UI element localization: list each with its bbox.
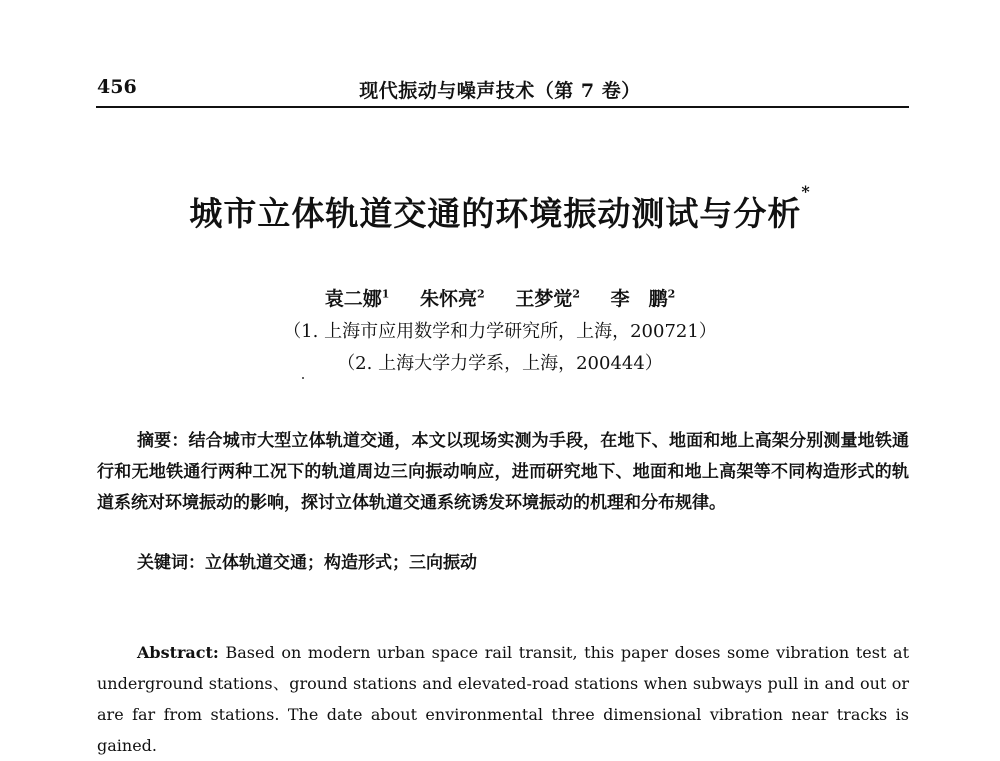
author: 王梦觉$^2$ (515, 287, 580, 310)
abstract-english (97, 637, 909, 761)
abstract-en-text: Based on modern urban space rail transit, this paper doses some vibration test at underground stations、ground stations and elevated-road stations when subways pull in and out or are far from stations. The date about environmental three dimensional vibration near tracks is gained. (97, 643, 910, 755)
keywords-label: 关键词： (137, 553, 205, 573)
affiliation-2: （2. 上海大学力学系，上海，200444） (337, 353, 663, 374)
article-title (0, 182, 1000, 235)
abstract-chinese (97, 426, 909, 519)
author: 朱怀亮$^2$ (420, 287, 485, 310)
keywords-text: 立体轨道交通；构造形式；三向振动 (205, 553, 477, 573)
affiliation-1: （1. 上海市应用数学和力学研究所，上海，200721） (283, 321, 717, 342)
scan-dot (302, 377, 304, 379)
header-rule (96, 106, 909, 108)
author-list (0, 284, 1000, 311)
title-text: 城市立体轨道交通的环境振动测试与分析 (189, 194, 802, 233)
author: 袁二娜$^1$ (324, 287, 390, 310)
author: 李 鹏$^2$ (610, 287, 676, 310)
title-footnote-mark: * (801, 182, 811, 201)
abstract-en-label: Abstract: (137, 643, 219, 662)
abstract-zh-label: 摘要： (137, 431, 189, 451)
abstract-zh-text: 结合城市大型立体轨道交通，本文以现场实测为手段，在地下、地面和地上高架分别测量地铁通行和无地铁通行两种工况下的轨道周边三向振动响应，进而研究地下、地面和地上高架等不同构造形式的轨道系统对环境振动的影响，探讨立体轨道交通系统诱发环境振动的机理和分布规律。 (97, 431, 910, 513)
keywords (137, 548, 477, 573)
page-number: 456 (97, 76, 137, 98)
journal-header: 现代振动与噪声技术（第 7 卷） (359, 80, 641, 102)
